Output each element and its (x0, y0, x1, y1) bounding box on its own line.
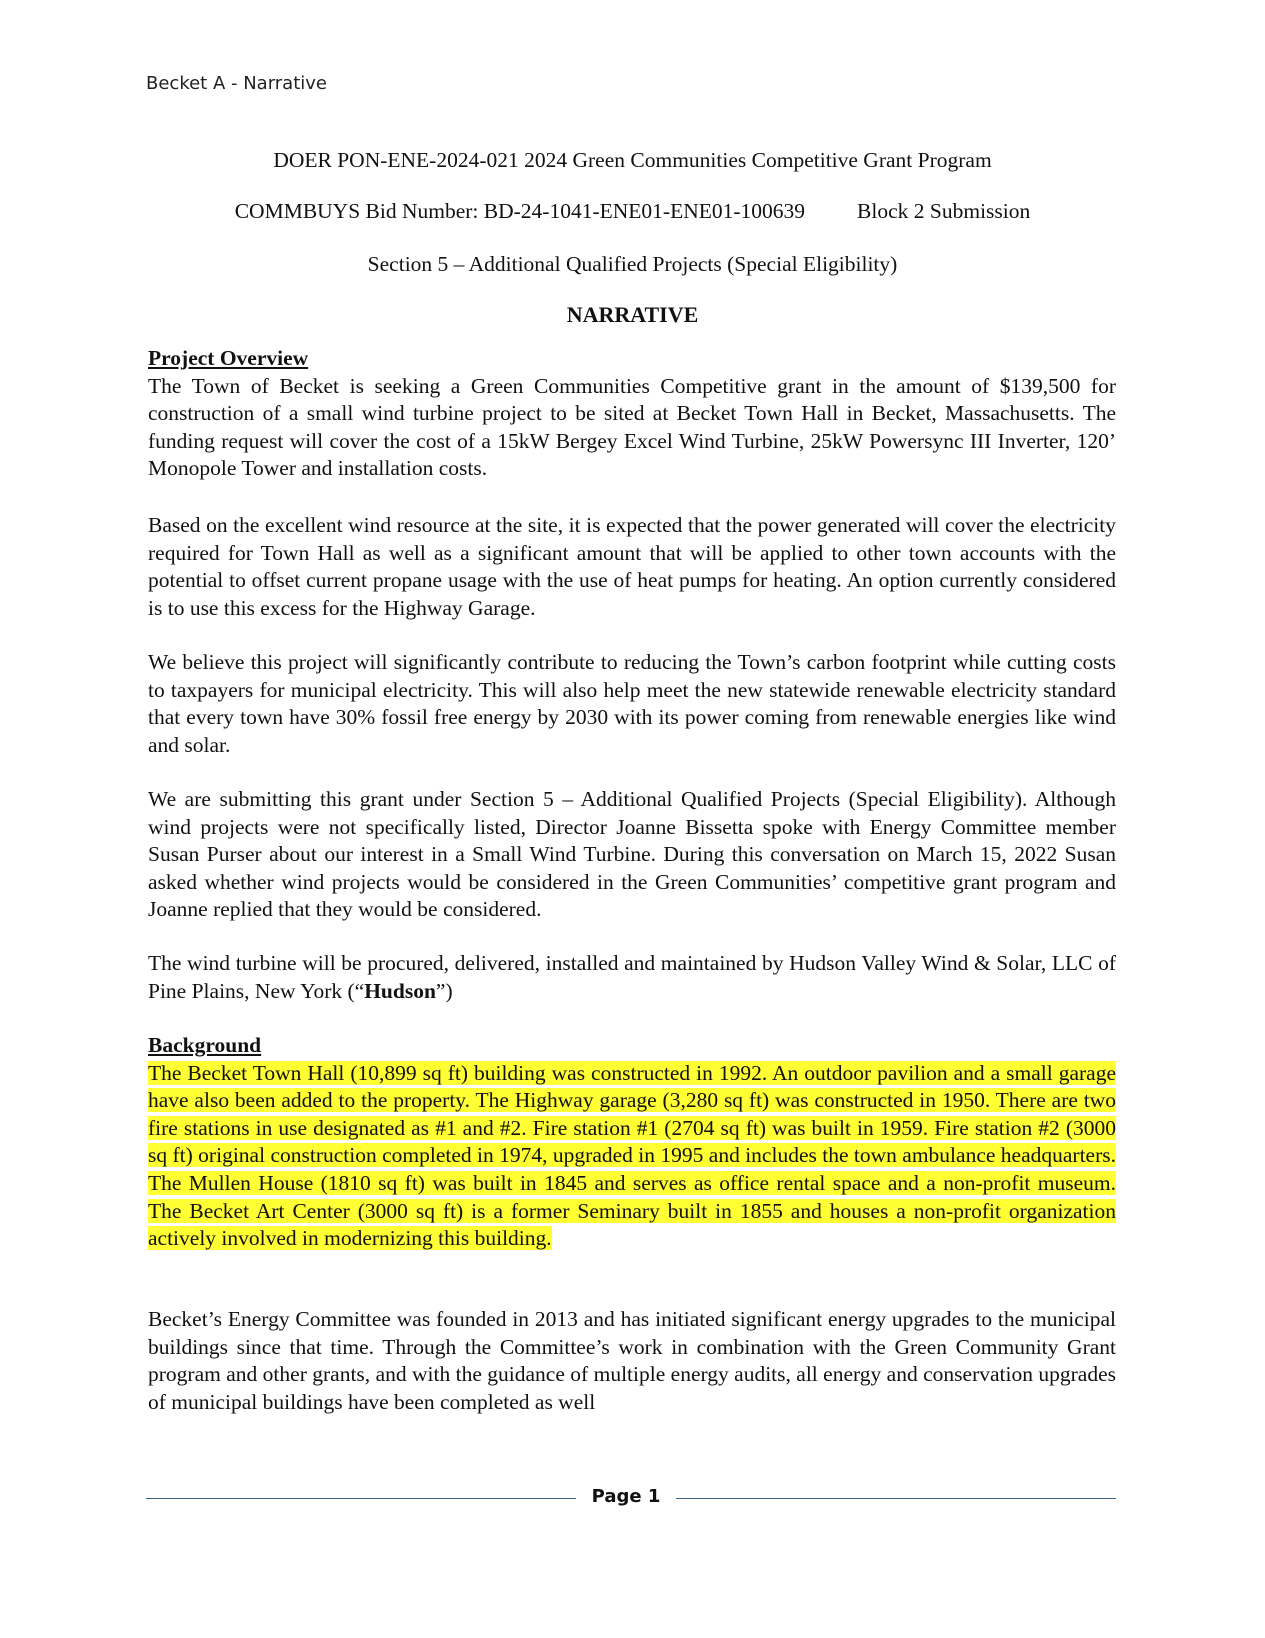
overview-paragraph-1: The Town of Becket is seeking a Green Communities Competitive grant in the amount of $139,500 for construction of a small wind turbine project to be sited at Becket Town Hall in Becket, Massachusetts. The funding request will cover the cost of a 15kW Bergey Excel Wind Turbine, 25kW Powersync III Inverter, 120’ Monopole Tower and installation costs. (148, 373, 1116, 481)
footer-rule-left (146, 1498, 576, 1499)
project-overview-section (148, 345, 1116, 483)
background-paragraph-1 (148, 1060, 1116, 1253)
contractor-text: The wind turbine will be procured, delivered, installed and maintained by Hudson Valley Wind & Solar, LLC of Pine Plains, New York (“ (148, 951, 1116, 1003)
overview-paragraph-4: We are submitting this grant under Section 5 – Additional Qualified Projects (Special Eligibility). Although wind projects were not specifically listed, Director Joanne Bissetta spoke with Energy Committee member Susan Purser about our interest in a Small Wind Turbine. During this conversation on March 15, 2022 Susan asked whether wind projects would be considered in the Green Communities’ competitive grant program and Joanne replied that they would be considered. (148, 787, 1116, 922)
background-section (148, 1032, 1116, 1253)
overview-paragraph-5-block (148, 950, 1116, 1005)
project-overview-heading: Project Overview (148, 346, 309, 370)
page-number: Page 1 (591, 1486, 661, 1507)
contractor-text-end: ”) (435, 978, 453, 1003)
document-title: NARRATIVE (566, 302, 699, 327)
program-line: DOER PON-ENE-2024-021 2024 Green Communities Competitive Grant Program (273, 148, 992, 172)
background-paragraph-2-block (148, 1306, 1116, 1416)
highlighted-text: The Becket Town Hall (10,899 sq ft) building was constructed in 1992. An outdoor pavilion and a small garage have also been added to the property. The Highway garage (3,280 sq ft) was constructed in 1950. There are two fire stations in use designated as #1 and #2. Fire station #1 (2704 sq ft) was built in 1959. Fire station #2 (3000 sq ft) original construction completed in 1974, upgraded in 1995 and includes the town ambulance headquarters. The Mullen House (1810 sq ft) was built in 1845 and serves as office rental space and a non-profit museum. The Becket Art Center (3000 sq ft) is a former Seminary built in 1855 and houses a non-profit organization actively involved in modernizing this building. (148, 1060, 1116, 1251)
overview-paragraph-3-block (148, 649, 1116, 759)
running-header: Becket A - Narrative (146, 73, 328, 94)
background-heading: Background (148, 1033, 262, 1057)
overview-paragraph-2: Based on the excellent wind resource at the site, it is expected that the power generated will cover the electricity required for Town Hall as well as a significant amount that will be applied to other town accounts with the potential to offset current propane usage with the use of heat pumps for heating. An option currently considered is to use this excess for the Highway Garage. (148, 513, 1116, 620)
background-paragraph-2: Becket’s Energy Committee was founded in 2013 and has initiated significant energy upgrades to the municipal buildings since that time. Through the Committee’s work in combination with the Green Community Grant program and other grants, and with the guidance of multiple energy audits, all energy and conservation upgrades of municipal buildings have been completed as well (148, 1307, 1116, 1414)
overview-paragraph-5 (148, 950, 1116, 1005)
overview-paragraph-2-block (148, 512, 1116, 622)
contractor-short-name: Hudson (364, 978, 436, 1003)
footer-rule-right (676, 1498, 1116, 1499)
overview-paragraph-4-block (148, 786, 1116, 924)
overview-paragraph-3: We believe this project will significantly contribute to reducing the Town’s carbon footprint while cutting costs to taxpayers for municipal electricity. This will also help meet the new statewide renewable electricity standard that every town have 30% fossil free energy by 2030 with its power coming from renewable energies like wind and solar. (148, 650, 1116, 757)
bid-line-row (0, 199, 1265, 224)
block-submission: Block 2 Submission (857, 199, 1031, 223)
bid-number: COMMBUYS Bid Number: BD-24-1041-ENE01-ENE01-100639 (234, 199, 806, 223)
section-line: Section 5 – Additional Qualified Projects (Special Eligibility) (367, 252, 898, 276)
